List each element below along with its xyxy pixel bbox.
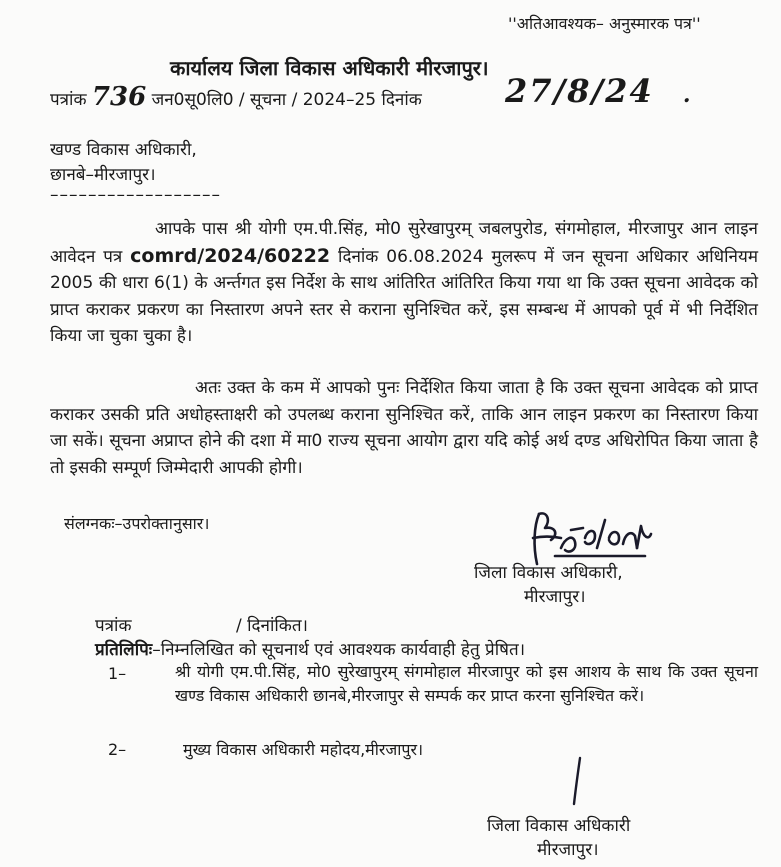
copy-item-text-1: श्री योगी एम.पी.सिंह, मो0 सुरेखापुरम् संगमोहाल मीरजापुर को इस आशय के साथ कि उक्त सूचना खण्ड विकास अधिकारी छानबे,मीरजापुर से सम्पर्क कर प्राप्त करना सुनिश्चित करें। [175, 662, 758, 705]
handwritten-date-dot: . [682, 82, 693, 108]
body-paragraph-1 [50, 216, 758, 350]
handwritten-tick-mark [566, 756, 586, 806]
ref-text: जन0सू0लि0 / सूचना / 2024–25 दिनांक [151, 90, 422, 110]
signatory-designation-1: जिला विकास अधिकारी, [474, 563, 623, 583]
handwritten-date-value: 27/8/24 [505, 72, 654, 110]
p1-text-a: आपके पास श्री योगी एम.पी.सिंह, मो0 सुरेखापुरम् जबलपुरोड, संगमोहाल, मीरजापुर आन लाइन आवेदन पत्र [50, 219, 758, 267]
enclosure-note: संलग्नकः–उपरोक्तानुसार। [64, 514, 210, 533]
signatory-location-1: मीरजापुर। [524, 587, 586, 607]
copy-to-text: –निम्नलिखित को सूचनार्थ एवं आवश्यक कार्यवाही हेतु प्रेषित। [152, 640, 526, 660]
signatory-location-2: मीरजापुर। [537, 840, 599, 860]
p1-text-b: दिनांक 06.08.2024 मुलरूप में जन सूचना अधिकार अधिनियम 2005 की धारा 6(1) के अर्न्तगत इस निर्देश के साथ आंतिरित आंतिरित किया गया था कि उक्त सूचना आवेदक को प्राप्त कराकर प्रकरण का निस्तारण अपने स्तर से कराना सुनिश्चित करें, इस सम्बन्ध में आपको पूर्व में भी निर्देशित किया जा चुका चुका है। [50, 246, 758, 346]
copy-to-line [95, 637, 525, 660]
copy-item-text-2: मुख्य विकास अधिकारी महोदय,मीरजापुर। [183, 740, 424, 759]
ref-label: पत्रांक [50, 90, 87, 110]
handwritten-date [505, 72, 693, 110]
urgent-reminder-tag: ''अतिआवश्यक– अनुस्मारक पत्र'' [508, 14, 701, 33]
addressee-line-2: छानबे–मीरजापुर। [50, 165, 156, 185]
reference-line [50, 82, 422, 112]
office-heading: कार्यालय जिला विकास अधिकारी मीरजापुर। [170, 56, 489, 80]
addressee-line-1: खण्ड विकास अधिकारी, [50, 140, 197, 160]
copy-item-number-2: 2– [108, 740, 127, 759]
copy-to-label: प्रतिलिपिः [95, 640, 153, 660]
application-reference: comrd/2024/60222 [130, 244, 331, 267]
signatory-designation-2: जिला विकास अधिकारी [487, 816, 631, 836]
body-paragraph-2: अतः उक्त के कम में आपको पुनः निर्देशित किया जाता है कि उक्त सूचना आवेदक को प्राप्त कराकर उसकी प्रति अधोहस्ताक्षरी को उपलब्ध कराना सुनिश्चित करें, ताकि आन लाइन प्रकरण का निस्तारण किया जा सकें। सूचना अप्राप्त होने की दशा में मा0 राज्य सूचना आयोग द्वारा यदि कोई अर्थ दण्ड अधिरोपित किया जाता है तो इसकी सम्पूर्ण जिम्मेदारी आपकी होगी। [50, 378, 758, 478]
copy-item-number-1: 1– [108, 664, 127, 683]
copy-dated-label: / दिनांकित। [236, 616, 308, 636]
addressee-rule: –––––––––––––––––– [50, 185, 221, 205]
handwritten-ref-number: 736 [91, 82, 147, 112]
copy-ref-label: पत्रांक [95, 616, 132, 636]
